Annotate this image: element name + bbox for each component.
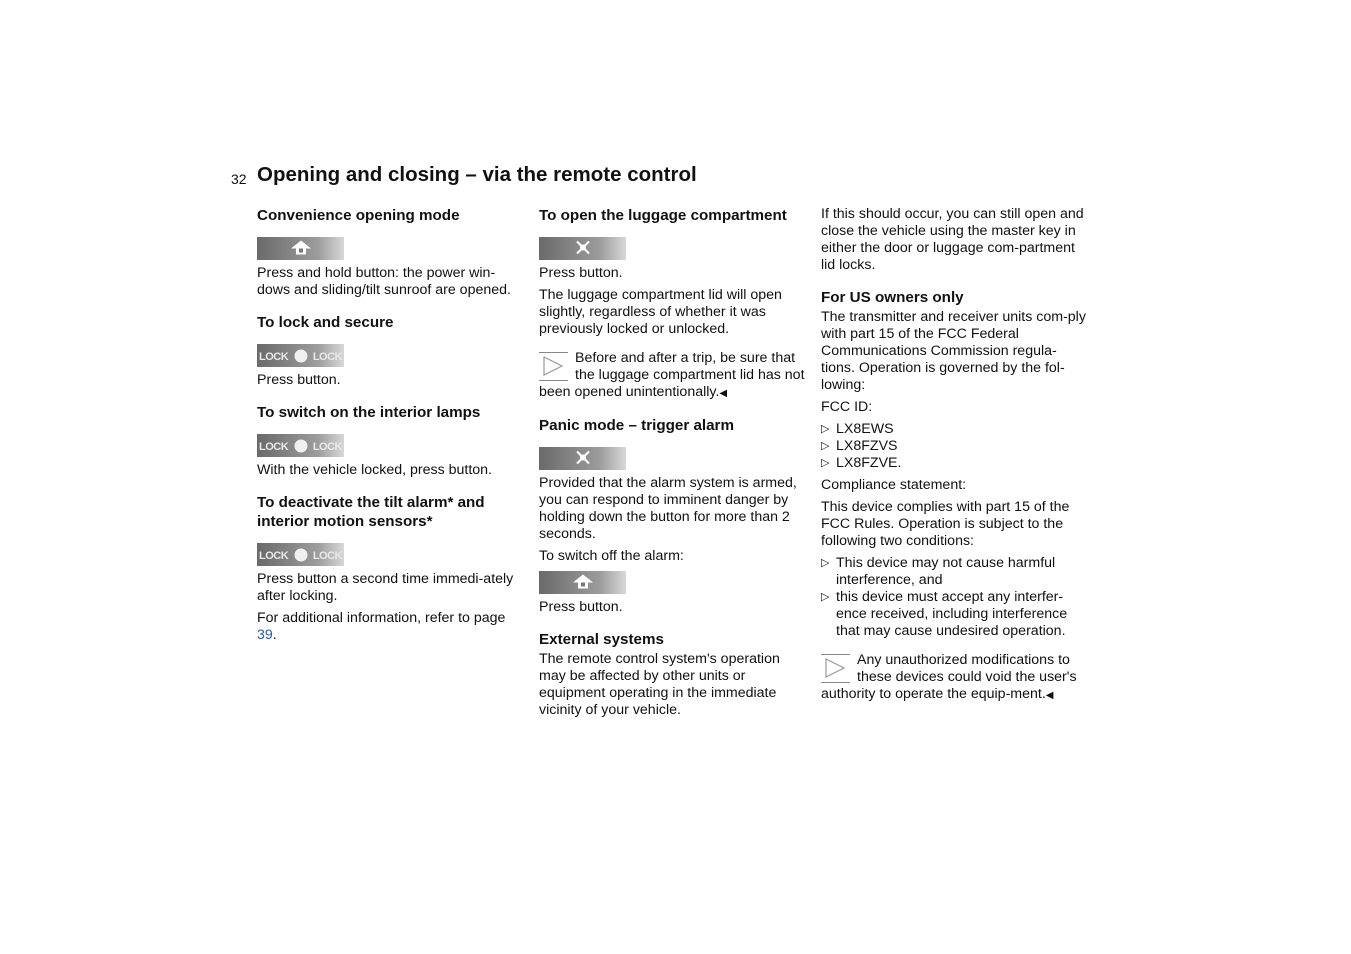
column-3 [821, 206, 1089, 718]
section-tilt-alarm [257, 493, 525, 644]
heading-us-owners: For US owners only [821, 289, 964, 306]
column-2 [539, 206, 807, 733]
convenience-opening-text: Press and hold button: the power win-dows and sliding/tilt sunroof are opened. [257, 265, 511, 298]
page-link[interactable]: 39 [257, 627, 273, 643]
interior-lamps-text: With the vehicle locked, press button. [257, 462, 493, 478]
lock-button-image [257, 434, 344, 457]
section-external [539, 630, 807, 719]
compliance-label: Compliance statement: [821, 477, 967, 493]
luggage-note-text: Before and after a trip, be sure that the luggage compartment lid has not been opened unintentionally. [539, 350, 805, 400]
lock-label-right: LOCK [312, 441, 342, 453]
lock-icon [294, 439, 307, 452]
heading-luggage: To open the luggage compartment [539, 207, 787, 224]
column-1 [257, 206, 525, 658]
note-triangle-icon [821, 654, 850, 683]
tilt-alarm-text: Press button a second time immedi-ately after locking. [257, 571, 514, 604]
luggage-note [539, 350, 807, 402]
fcc-id-list [821, 421, 1089, 472]
lock-label-left: LOCK [259, 550, 289, 562]
section-panic [539, 416, 807, 616]
list-item: ▷ this device must accept any interfer-ence received, including interference that may cause undesired operation. [821, 589, 1089, 640]
note-triangle-icon [539, 352, 568, 381]
lock-label-left: LOCK [259, 441, 289, 453]
panic-text-3: Press button. [539, 599, 623, 615]
heading-external: External systems [539, 631, 664, 648]
luggage-text-2: The luggage compartment lid will open slightly, regardless of whether it was previously locked or unlocked. [539, 287, 782, 337]
lock-button-image [257, 344, 344, 367]
lock-label-left: LOCK [259, 351, 289, 363]
luggage-text-1: Press button. [539, 265, 623, 281]
house-up-icon [290, 239, 312, 258]
lock-icon [294, 349, 307, 362]
section-convenience-opening [257, 206, 525, 299]
heading-panic: Panic mode – trigger alarm [539, 417, 734, 434]
section-luggage [539, 206, 807, 402]
end-mark-icon: ◀ [1045, 690, 1054, 701]
unlock-button-image [257, 237, 344, 260]
us-text-1: The transmitter and receiver units com-ply with part 15 of the FCC Federal Communications Commission regula-tions. Operation is governed by the fol-lowing: [821, 309, 1086, 393]
tilt-alarm-reference: For additional information, refer to page 39. [257, 610, 506, 643]
page-title: Opening and closing – via the remote control [257, 163, 697, 186]
section-lock-secure [257, 313, 525, 389]
heading-tilt-alarm: To deactivate the tilt alarm* and interior motion sensors* [257, 494, 485, 530]
list-item: ▷ LX8FZVS [821, 438, 1089, 455]
lock-icon [294, 548, 307, 561]
trunk-button-image [539, 237, 626, 260]
fcc-label: FCC ID: [821, 399, 873, 415]
us-note [821, 652, 1089, 704]
intro-text: If this should occur, you can still open and close the vehicle using the master key in either the door or luggage com-partment lid locks. [821, 206, 1084, 273]
external-text: The remote control system's operation may be affected by other units or equipment operating in the immediate vicinity of your vehicle. [539, 651, 780, 718]
house-up-icon [572, 573, 594, 592]
list-item: ▷ LX8FZVE. [821, 455, 1089, 472]
end-mark-icon: ◀ [719, 388, 728, 399]
heading-lock-secure: To lock and secure [257, 314, 394, 331]
list-item: ▷ This device may not cause harmful interference, and [821, 555, 1089, 589]
trunk-key-icon [574, 448, 592, 469]
panic-text-2: To switch off the alarm: [539, 548, 684, 564]
lock-label-right: LOCK [312, 351, 342, 363]
lock-label-right: LOCK [312, 550, 342, 562]
heading-convenience-opening: Convenience opening mode [257, 207, 460, 224]
unlock-button-image [539, 571, 626, 594]
conditions-list [821, 555, 1089, 640]
compliance-text: This device complies with part 15 of the FCC Rules. Operation is subject to the following two conditions: [821, 499, 1070, 549]
heading-interior-lamps: To switch on the interior lamps [257, 404, 481, 421]
section-us-owners [821, 288, 1089, 704]
trunk-button-image [539, 447, 626, 470]
lock-button-image [257, 543, 344, 566]
page-number: 32 [231, 171, 247, 187]
trunk-key-icon [574, 238, 592, 259]
list-item: ▷ LX8EWS [821, 421, 1089, 438]
us-note-text: Any unauthorized modifications to these devices could void the user's authority to operate the equip-ment. [821, 652, 1077, 702]
section-interior-lamps [257, 403, 525, 479]
lock-secure-text: Press button. [257, 372, 341, 388]
panic-text-1: Provided that the alarm system is armed, you can respond to imminent danger by holding down the button for more than 2 seconds. [539, 475, 797, 542]
